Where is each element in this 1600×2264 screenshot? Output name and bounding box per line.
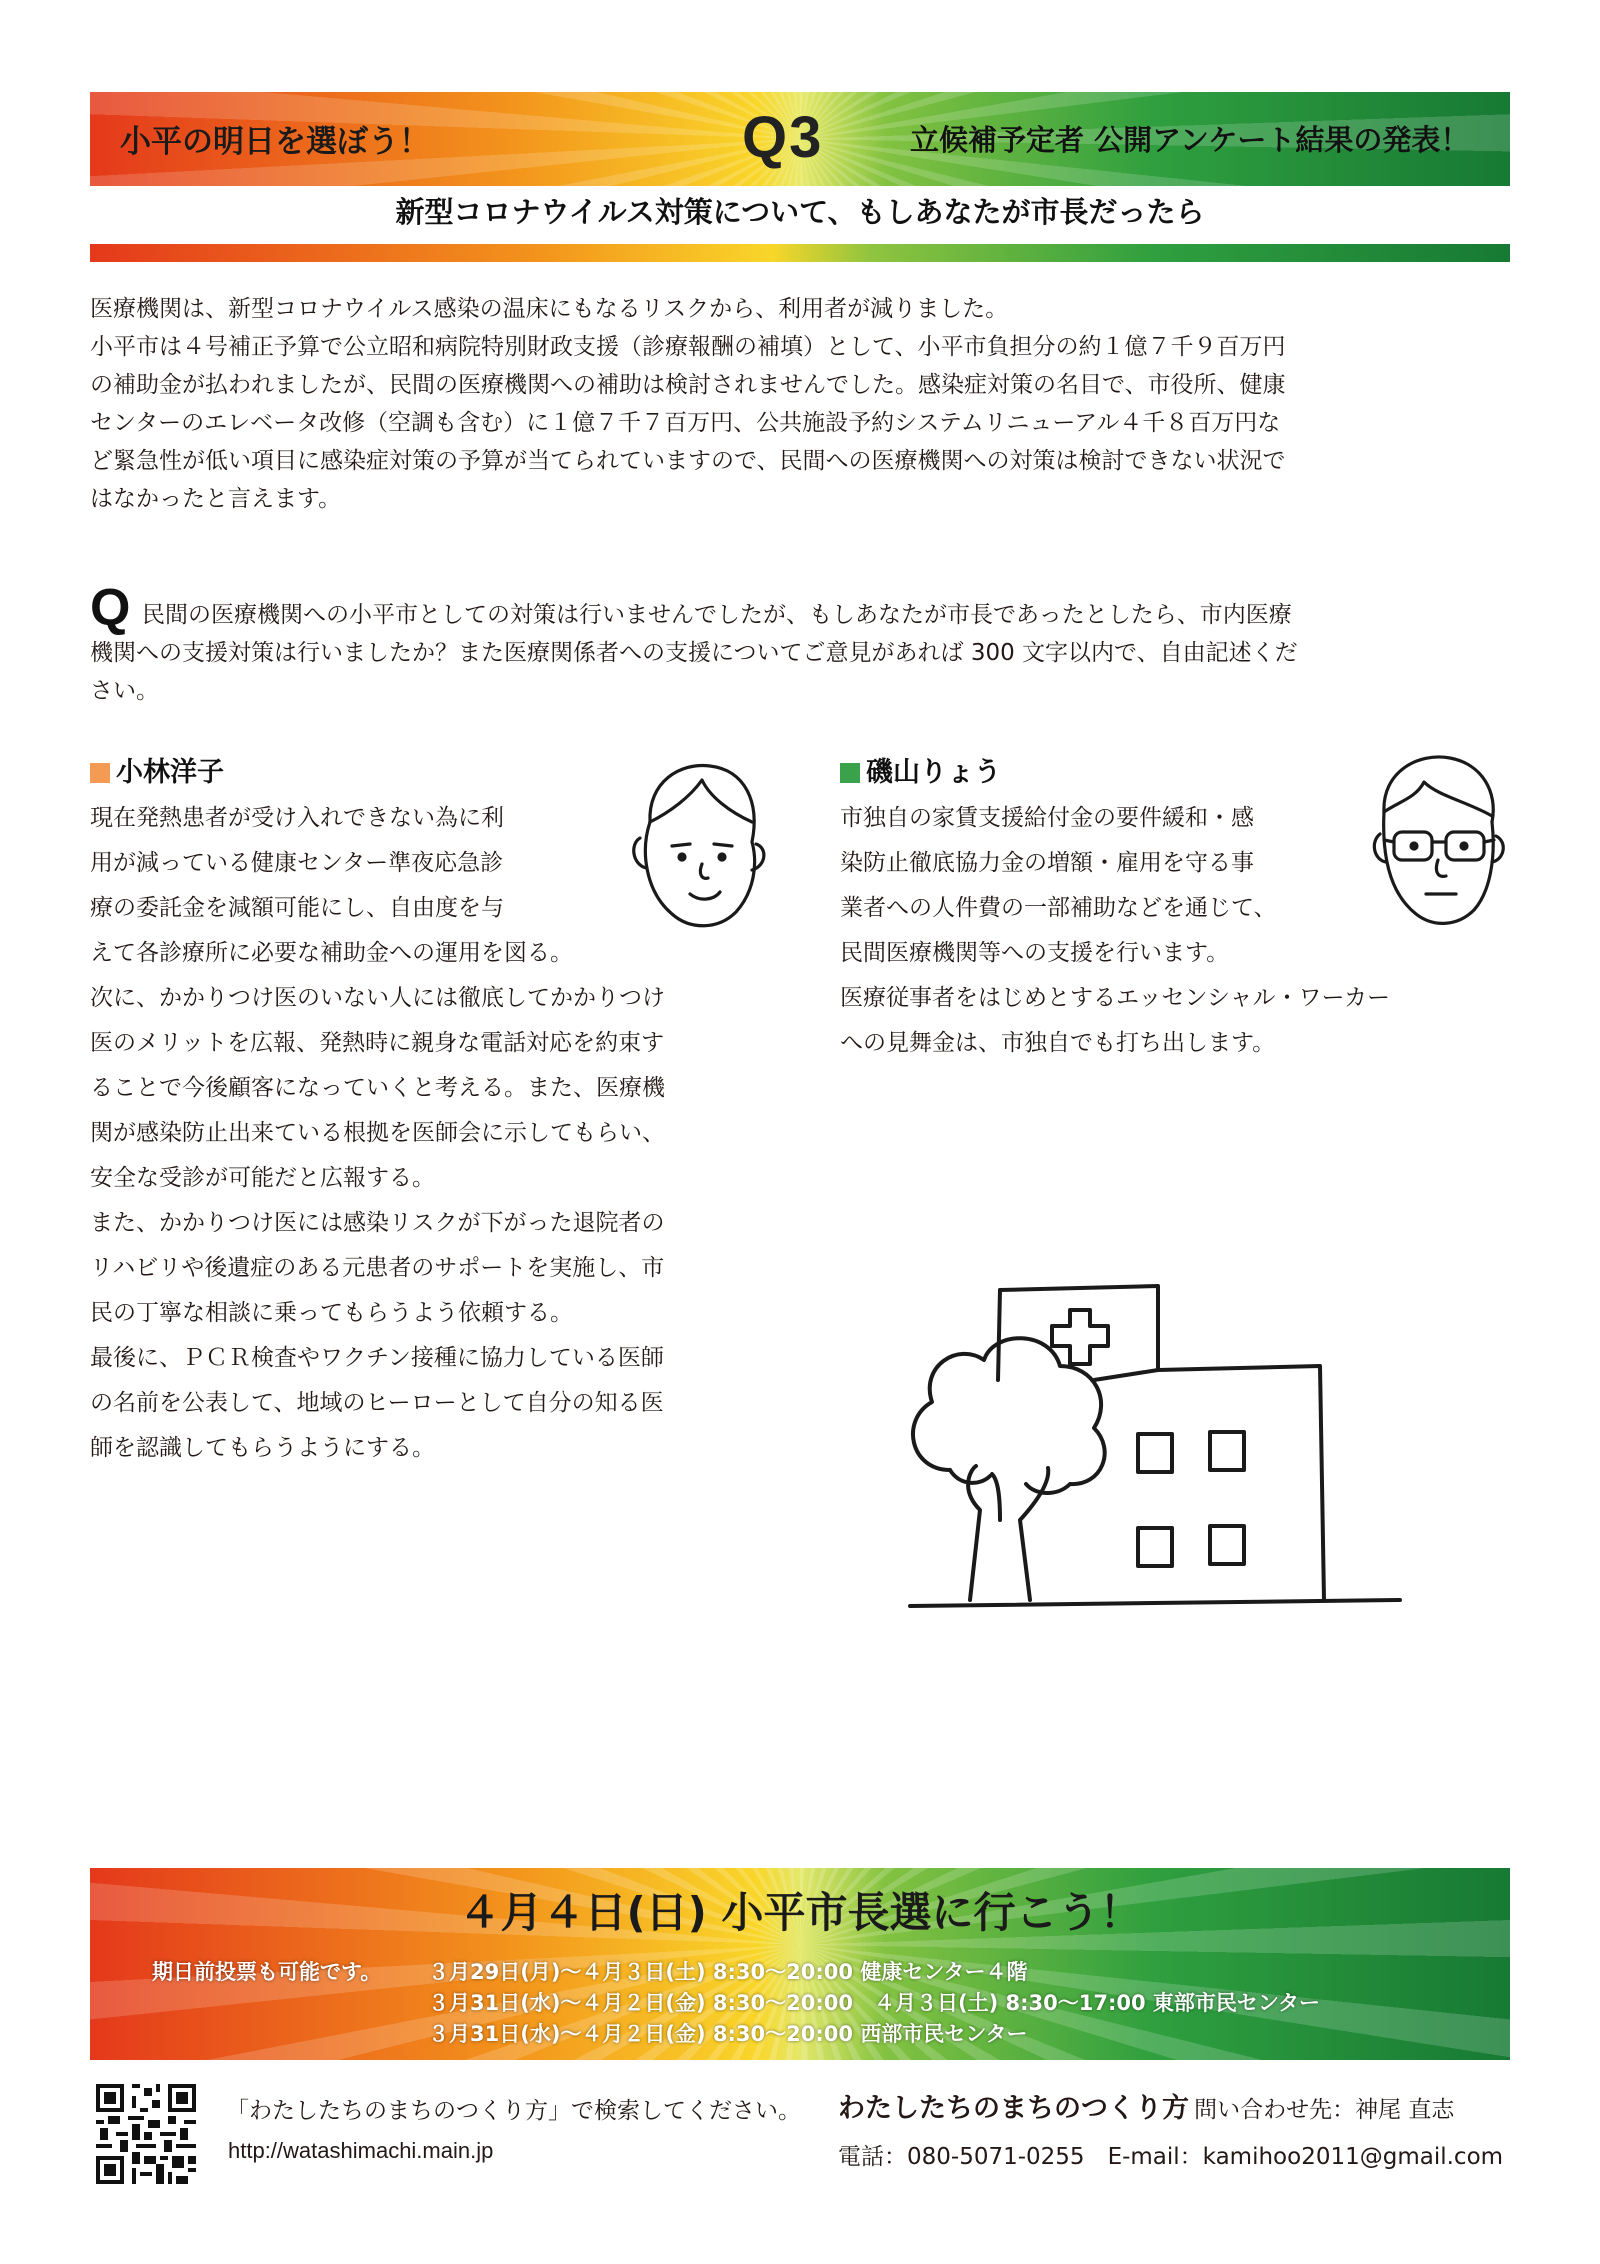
orange-square-icon (90, 763, 110, 783)
candidate-1-name-text: 小林洋子 (116, 757, 224, 788)
question-number: Q3 (742, 105, 824, 170)
answer-line: 次に、かかりつけ医のいない人には徹底してかかりつけ (90, 985, 665, 1011)
answer-line: 市独自の家賃支援給付金の要件緩和・感 (840, 805, 1254, 831)
answer-line: への見舞金は、市独自でも打ち出します。 (840, 1030, 1276, 1056)
intro-text (90, 290, 1510, 518)
answer-line: 染防止徹底協力金の増額・雇用を守る事 (840, 850, 1254, 876)
header-title: 立候補予定者 公開アンケート結果の発表！ (910, 123, 1470, 157)
organization-info (838, 2086, 1454, 2125)
phone-email: 電話：080-5071-0255 E-mail：kamihoo2011@gmail.com (838, 2144, 1504, 2170)
answer-line: リハビリや後遺症のある元患者のサポートを実施し、市 (90, 1255, 665, 1281)
header-slogan: 小平の明日を選ぼう！ (120, 124, 430, 160)
organization-name: わたしたちのまちのつくり方 (838, 2093, 1189, 2124)
answer-line: 医のメリットを広報、発熱時に親身な電話対応を約束す (90, 1030, 665, 1056)
contact-person: 問い合わせ先：神尾 直志 (1194, 2097, 1455, 2123)
question-line: 機関への支援対策は行いましたか？また医療関係者への支援についてご意見があれば 300 文字以内で、自由記述くだ (90, 640, 1298, 666)
green-square-icon (840, 763, 860, 783)
answer-line: 現在発熱患者が受け入れできない為に利 (90, 805, 504, 831)
intro-line: ど緊急性が低い項目に感染症対策の予算が当てられていますので、民間への医療機関への対策は検討できない状況で (90, 448, 1286, 474)
intro-line: はなかったと言えます。 (90, 486, 342, 512)
answer-line: 関が感染防止出来ている根拠を医師会に示してもらい、 (90, 1120, 665, 1146)
candidate-2-name (840, 750, 1001, 789)
candidate-2-name-text: 磯山りょう (866, 757, 1001, 788)
answer-line: えて各診療所に必要な補助金への運用を図る。 (90, 940, 573, 966)
question-line: 民間の医療機関への小平市としての対策は行いませんでしたが、もしあなたが市長であったとしたら、市内医療 (142, 602, 1292, 628)
answer-line: また、かかりつけ医には感染リスクが下がった退院者の (90, 1210, 665, 1236)
header-banner (90, 92, 1510, 186)
early-voting-label: 期日前投票も可能です。 (152, 1960, 382, 1984)
election-date-title: ４月４日(日) 小平市長選に行こう！ (458, 1888, 1142, 1937)
answer-line: 最後に、ＰＣＲ検査やワクチン接種に協力している医師 (90, 1345, 664, 1371)
intro-line: 医療機関は、新型コロナウイルス感染の温床にもなるリスクから、利用者が減りました。 (90, 296, 1009, 322)
election-banner (90, 1868, 1510, 2060)
answer-line: 業者への人件費の一部補助などを通じて、 (840, 895, 1277, 921)
man-glasses-portrait-icon (1358, 742, 1518, 942)
candidate-1-name (90, 750, 224, 789)
schedule-line: ３月31日(水)～４月２日(金) 8:30～20:00 西部市民センター (428, 2022, 1028, 2046)
subtitle-divider (90, 244, 1510, 262)
schedule-line: ３月31日(水)～４月２日(金) 8:30～20:00 ４月３日(土) 8:30～17:00 東部市民センター (428, 1991, 1321, 2015)
hospital-tree-icon (880, 1270, 1420, 1650)
answer-line: 安全な受診が可能だと広報する。 (90, 1165, 435, 1191)
question-text (90, 596, 1510, 710)
answer-line: 民間医療機関等への支援を行います。 (840, 940, 1230, 966)
question-line: さい。 (90, 678, 159, 704)
page-subtitle: 新型コロナウイルス対策について、もしあなたが市長だったら (395, 195, 1205, 229)
answer-line: 民の丁寧な相談に乗ってもらうよう依頼する。 (90, 1300, 573, 1326)
answer-line: ることで今後顧客になっていくと考える。また、医療機 (90, 1075, 665, 1101)
intro-line: 小平市は４号補正予算で公立昭和病院特別財政支援（診療報酬の補填）として、小平市負担分の約１億７千９百万円 (90, 334, 1286, 360)
answer-line: の名前を公表して、地域のヒーローとして自分の知る医 (90, 1390, 664, 1416)
intro-line: センターのエレベータ改修（空調も含む）に１億７千７百万円、公共施設予約システムリニューアル４千８百万円な (90, 410, 1281, 436)
answer-line: 師を認識してもらうようにする。 (90, 1435, 435, 1461)
answer-line: 用が減っている健康センター準夜応急診 (90, 850, 504, 876)
answer-line: 医療従事者をはじめとするエッセンシャル・ワーカー (840, 985, 1391, 1011)
search-instruction: 「わたしたちのまちのつくり方」で検索してください。 (226, 2098, 801, 2124)
website-link[interactable]: http://watashimachi.main.jp (228, 2138, 494, 2163)
woman-portrait-icon (610, 752, 780, 942)
intro-line: の補助金が払われましたが、民間の医療機関への補助は検討されませんでした。感染症対策の名目で、市役所、健康 (90, 372, 1286, 398)
schedule-line: ３月29日(月)～４月３日(土) 8:30～20:00 健康センター４階 (428, 1960, 1028, 1984)
question-mark: Q (90, 579, 131, 637)
qr-code-icon[interactable] (96, 2084, 196, 2184)
answer-line: 療の委託金を減額可能にし、自由度を与 (90, 895, 504, 921)
